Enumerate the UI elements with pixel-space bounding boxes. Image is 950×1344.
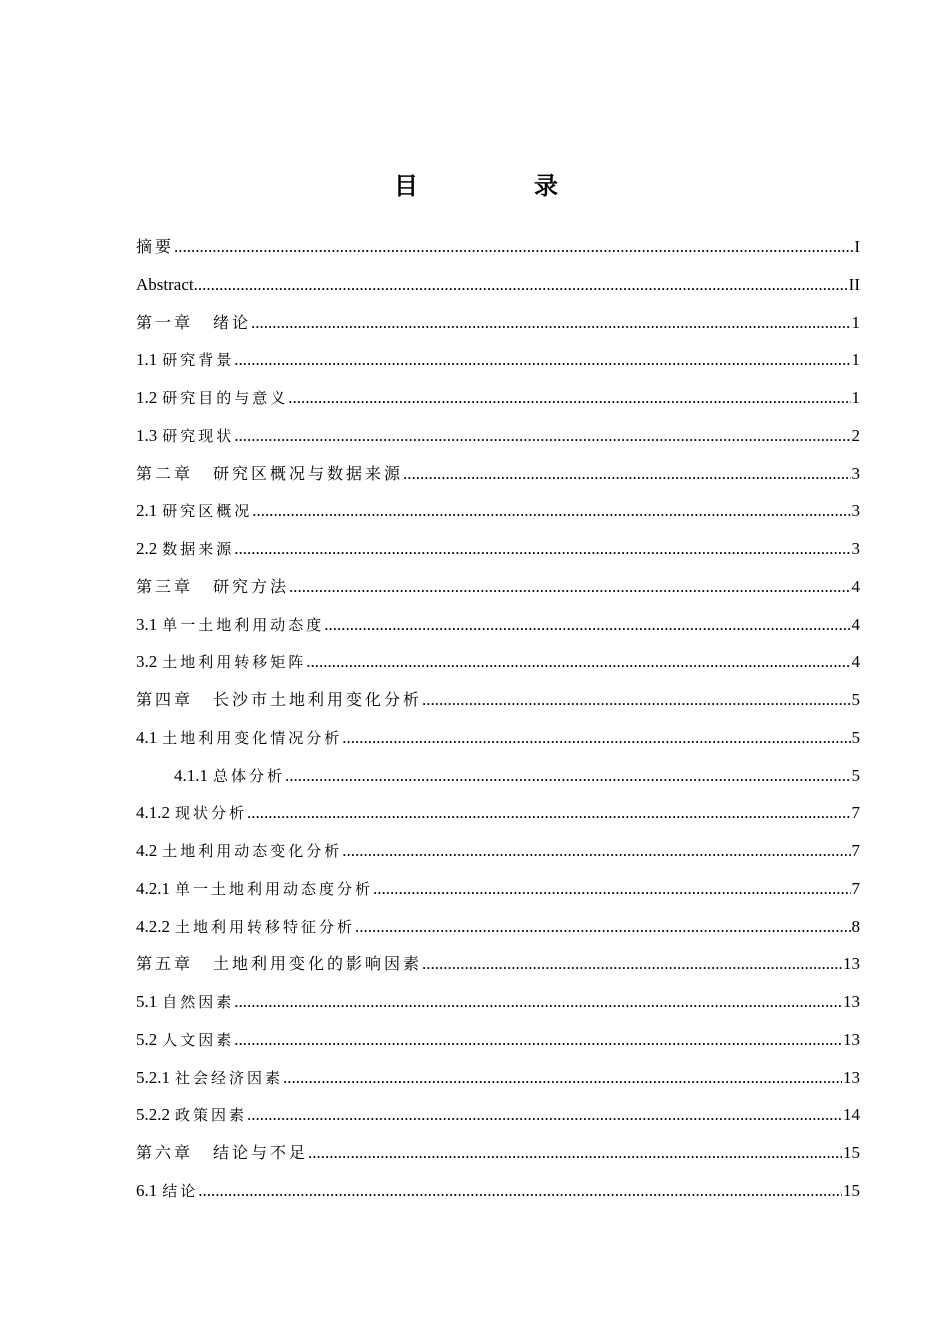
toc-dot-leader (247, 1096, 842, 1134)
toc-entry[interactable] (136, 341, 860, 379)
toc-entry-text: 土地利用转移特征分析 (175, 917, 356, 936)
toc-entry-page: 1 (851, 388, 860, 407)
toc-entry[interactable] (136, 719, 860, 757)
toc-entry[interactable] (136, 1172, 860, 1210)
toc-entry[interactable] (136, 606, 860, 644)
toc-entry-label (136, 492, 252, 531)
toc-chapter-number: 第四章 (136, 690, 194, 709)
toc-entry[interactable] (136, 1021, 860, 1059)
toc-section-number: 4.1.2 (136, 803, 170, 823)
toc-dot-leader (247, 794, 850, 832)
toc-entry-text: 总体分析 (213, 766, 286, 785)
toc-section-number: 4.2 (136, 841, 158, 860)
toc-dot-leader (234, 983, 842, 1021)
toc-dot-leader (234, 530, 850, 568)
toc-entry-label (136, 1096, 247, 1135)
toc-entry-label (136, 945, 422, 983)
toc-chapter-number: 第二章 (136, 463, 194, 483)
toc-entry[interactable] (136, 1096, 860, 1134)
toc-entry-label (136, 379, 288, 418)
toc-entry-text: 结论 (162, 1181, 199, 1200)
toc-entry[interactable] (136, 681, 860, 719)
toc-entry-page: 7 (851, 803, 860, 823)
toc-entry-label (136, 643, 306, 682)
toc-entry-text: 研究方法 (213, 576, 290, 596)
toc-entry-label (136, 832, 342, 871)
toc-entry-label (136, 606, 324, 645)
toc-section-number: 4.1.1 (174, 765, 208, 785)
toc-entry-text: 土地利用转移矩阵 (162, 653, 307, 672)
toc-entry-label (136, 1021, 234, 1060)
toc-entry-page: 3 (851, 501, 860, 521)
toc-section-number: 5.2.2 (136, 1105, 170, 1125)
toc-section-number: 4.2.2 (136, 916, 170, 936)
toc-dot-leader (285, 757, 850, 795)
toc-entry-text: 单一土地利用动态度 (162, 615, 325, 634)
toc-entry-page: 13 (843, 1029, 860, 1049)
toc-chapter-number: 第六章 (136, 1143, 194, 1162)
toc-entry[interactable] (136, 1059, 860, 1097)
toc-entry-label (136, 908, 355, 947)
toc-entry-text: 土地利用动态变化分析 (162, 842, 343, 860)
toc-entry[interactable] (136, 643, 860, 681)
toc-entry-page: 4 (851, 576, 860, 596)
toc-entry-label (136, 417, 234, 456)
toc-section-number: 1.3 (136, 425, 158, 445)
toc-dot-leader (308, 1134, 842, 1172)
toc-entry[interactable] (136, 983, 860, 1021)
toc-entry[interactable] (136, 304, 860, 342)
toc-entry-text: 结论与不足 (213, 1143, 309, 1162)
toc-entry-text: 研究现状 (162, 426, 235, 445)
toc-entry-label (136, 455, 403, 493)
toc-entry[interactable] (136, 417, 860, 455)
toc-entry[interactable] (136, 945, 860, 983)
toc-section-number: 2.1 (136, 501, 158, 521)
toc-dot-leader (288, 379, 850, 417)
toc-dot-leader (283, 1059, 842, 1097)
toc-section-number: 1.2 (136, 388, 158, 407)
toc-section-number: 1.1 (136, 350, 158, 370)
toc-entry-text: 研究区概况 (162, 502, 253, 521)
toc-dot-leader (342, 719, 850, 757)
toc-entry-page: 3 (851, 463, 860, 483)
toc-entry-text: 社会经济因素 (175, 1068, 284, 1087)
toc-entry-page: 13 (843, 992, 860, 1011)
toc-entry[interactable] (136, 379, 860, 417)
toc-dot-leader (422, 945, 842, 983)
toc-entry-text: 人文因素 (162, 1030, 235, 1049)
toc-dot-leader (403, 455, 850, 493)
toc-entry-page: 5 (851, 690, 860, 709)
toc-entry-label (136, 228, 174, 266)
toc-entry-label (136, 983, 234, 1022)
toc-chapter-number: 第一章 (136, 312, 194, 332)
toc-dot-leader (373, 870, 850, 908)
toc-entry-page: 4 (851, 652, 860, 672)
toc-entry-label (136, 568, 289, 606)
toc-entry-page: 13 (843, 1067, 860, 1087)
toc-entry-text: 研究区概况与数据来源 (213, 463, 404, 483)
toc-dot-leader (234, 417, 850, 455)
toc-entry-page: 5 (851, 727, 860, 747)
toc-entry-label (136, 681, 422, 719)
toc-entry[interactable] (136, 228, 860, 266)
toc-entry-label (136, 870, 373, 909)
toc-dot-leader (234, 341, 850, 379)
toc-entry-text: 数据来源 (162, 540, 235, 558)
toc-dot-leader (194, 266, 848, 304)
toc-chapter-number: 第三章 (136, 576, 194, 596)
toc-entry-label (136, 719, 342, 758)
toc-entry[interactable] (136, 530, 860, 568)
toc-entry-page: 7 (851, 841, 860, 860)
toc-entry[interactable] (136, 870, 860, 908)
toc-entry-label (136, 304, 251, 342)
toc-entry[interactable] (136, 794, 860, 832)
toc-section-number: 4.2.1 (136, 878, 170, 898)
toc-entry-page: 8 (851, 916, 860, 936)
toc-entry-page: 7 (851, 878, 860, 898)
toc-entry[interactable] (136, 492, 860, 530)
toc-section-number: 2.2 (136, 539, 158, 558)
toc-entry-text: 土地利用变化情况分析 (162, 728, 343, 747)
toc-entry-text: 单一土地利用动态度分析 (175, 879, 374, 898)
toc-entry[interactable] (136, 568, 860, 606)
toc-entry-text: 自然因素 (162, 993, 235, 1011)
toc-entry[interactable] (136, 266, 860, 304)
toc-section-number: 3.1 (136, 614, 158, 634)
toc-dot-leader (234, 1021, 842, 1059)
toc-entry-page: II (848, 274, 860, 294)
toc-entry-label (136, 341, 234, 380)
toc-entry-text: 现状分析 (175, 804, 248, 823)
toc-section-number: 6.1 (136, 1180, 158, 1200)
toc-section-number: 5.2.1 (136, 1067, 170, 1087)
toc-section-number: 5.2 (136, 1029, 158, 1049)
toc-entry-text: 长沙市土地利用变化分析 (213, 690, 423, 709)
toc-dot-leader (198, 1172, 842, 1210)
toc-entry-label (174, 757, 285, 796)
toc-entry-page: 5 (851, 765, 860, 785)
toc-section-number: 5.1 (136, 992, 158, 1011)
toc-dot-leader (251, 304, 850, 342)
toc-dot-leader (306, 643, 850, 681)
toc-entry-label (136, 1134, 308, 1172)
toc-entry-label (136, 794, 247, 833)
toc-entry-label (136, 1172, 198, 1211)
toc-entry-page: 4 (851, 614, 860, 634)
toc-entry-label (136, 530, 234, 569)
toc-entry-page: 3 (851, 539, 860, 558)
toc-entry[interactable] (136, 832, 860, 870)
toc-dot-leader (324, 606, 850, 644)
toc-dot-leader (355, 908, 850, 946)
toc-dot-leader (252, 492, 850, 530)
toc-entry-text: 研究目的与意义 (162, 389, 289, 407)
toc-dot-leader (289, 568, 850, 606)
toc-entry-page: 15 (843, 1180, 860, 1200)
toc-entry[interactable] (136, 1134, 860, 1172)
toc-entry-page: 15 (843, 1143, 860, 1162)
toc-dot-leader (342, 832, 850, 870)
toc-list (136, 228, 860, 1210)
toc-entry[interactable] (136, 908, 860, 946)
toc-entry-text: 摘要 (136, 237, 175, 256)
toc-entry-page: 13 (843, 954, 860, 974)
toc-entry-text: 政策因素 (175, 1106, 248, 1125)
toc-section-number: 3.2 (136, 652, 158, 672)
toc-dot-leader (174, 228, 853, 266)
toc-entry-page: 1 (851, 312, 860, 332)
toc-entry[interactable] (136, 455, 860, 493)
toc-entry-page: 14 (843, 1105, 860, 1125)
toc-entry-text: Abstract (136, 274, 194, 294)
toc-entry-text: 土地利用变化的影响因素 (213, 954, 423, 974)
toc-title: 目 录 (394, 172, 604, 200)
toc-entry-text: 绪论 (213, 312, 252, 332)
toc-chapter-number: 第五章 (136, 954, 194, 974)
toc-entry[interactable] (136, 757, 860, 795)
toc-entry-text: 研究背景 (162, 351, 235, 370)
toc-entry-label (136, 266, 194, 304)
toc-section-number: 4.1 (136, 727, 158, 747)
toc-entry-page: I (854, 237, 860, 256)
toc-dot-leader (422, 681, 850, 719)
toc-entry-label (136, 1059, 283, 1098)
toc-entry-page: 2 (851, 425, 860, 445)
toc-entry-page: 1 (851, 350, 860, 370)
